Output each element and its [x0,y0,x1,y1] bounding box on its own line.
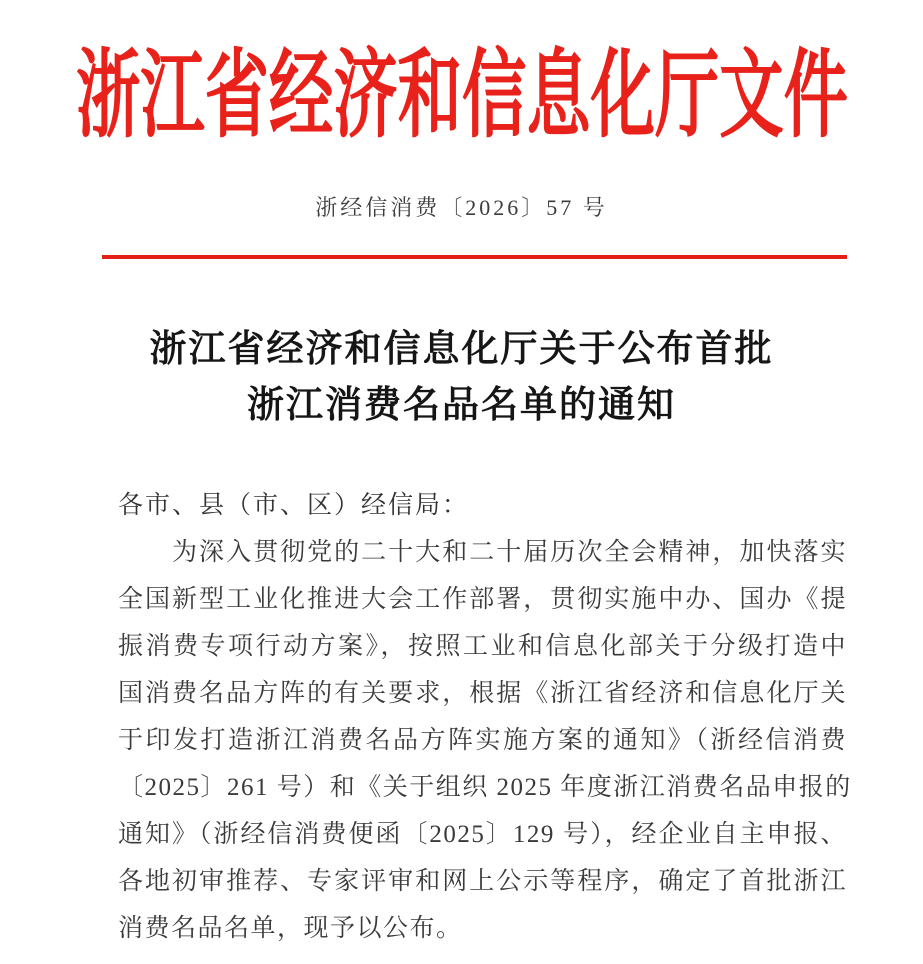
body-line: 国消费名品方阵的有关要求，根据《浙江省经济和信息化厅关 [118,680,847,707]
salutation: 各市、县（市、区）经信局： [118,492,470,519]
body-line: 全国新型工业化推进大会工作部署，贯彻实施中办、国办《提 [118,586,847,613]
body-line: 为深入贯彻党的二十大和二十届历次全会精神，加快落实 [118,539,847,566]
body-line: 于印发打造浙江消费名品方阵实施方案的通知》（浙经信消费 [118,727,847,754]
body-line: 消费名品名单，现予以公布。 [118,915,463,942]
body-line: 各地初审推荐、专家评审和网上公示等程序，确定了首批浙江 [118,868,847,895]
red-letterhead [0,40,923,152]
body-line: 通知》（浙经信消费便函〔2025〕129 号），经企业自主申报、 [118,821,847,848]
red-divider-line [102,255,847,259]
document-reference-number: 浙经信消费〔2026〕57 号 [315,195,608,220]
body-line: 振消费专项行动方案》，按照工业和信息化部关于分级打造中 [118,633,847,660]
issuing-agency-title: 浙江省经济和信息化厅文件 [75,42,848,149]
document-title-line-2: 浙江消费名品名单的通知 [247,385,676,426]
body-paragraph [118,529,852,952]
document-title-line-1: 浙江省经济和信息化厅关于公布首批 [149,329,774,370]
body-line: 〔2025〕261 号）和《关于组织 2025 年度浙江消费名品申报的 [118,774,852,801]
document-title [0,322,923,434]
